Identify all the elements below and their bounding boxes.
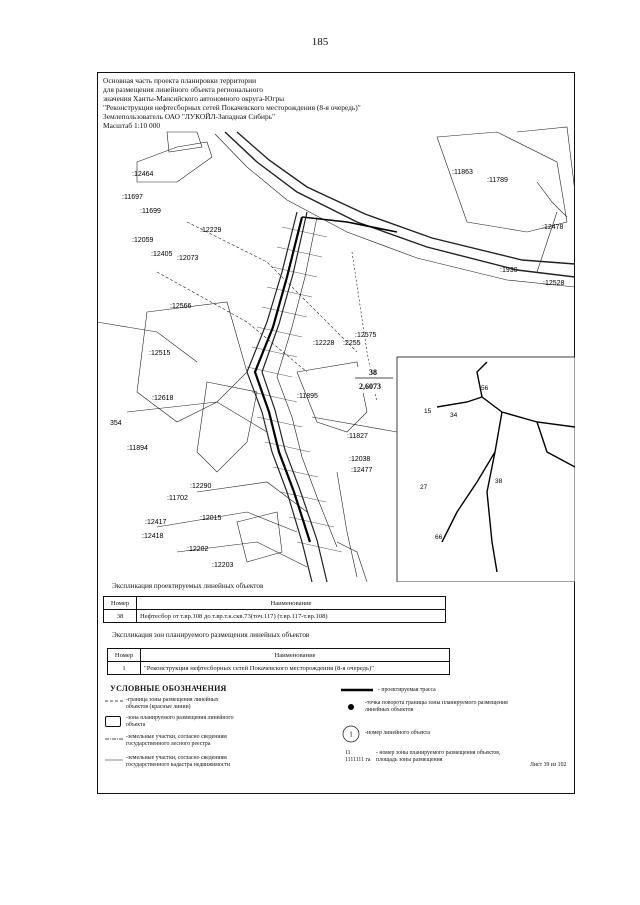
parcel-label: :12202 [187,546,209,553]
corridor-line [277,377,337,547]
projected-route [302,217,397,232]
red-line-symbol [104,697,124,709]
parcel-label: :12417 [145,519,167,526]
header-line: "Реконструкция нефтесборных сетей Покачевского месторождения (8-я очередь)" [103,103,361,112]
legend-title: УСЛОВНЫЕ ОБОЗНАЧЕНИЯ [110,684,227,693]
table-header-row [104,597,446,610]
parcel-label: :11863 [452,169,473,176]
parcel-label: :12464 [132,171,154,178]
table-header-row [108,649,450,662]
table1 [103,596,446,623]
forest-parcel-symbol [104,734,124,746]
planning-map [97,72,575,582]
parcel-label: :12418 [142,533,164,540]
parcel-label: :11789 [487,177,508,184]
parcel-label: :11702 [167,495,188,502]
hatching [252,392,342,552]
parcel-outline [97,322,197,362]
parcel-label: 354 [110,420,122,427]
parcel-label: :2255 [343,340,361,347]
parcel-line [157,512,297,532]
parcel-label: :1930 [500,267,518,274]
table2-caption: Экспликация зон планируемого размещения линейных объектов [112,631,310,639]
parcel-label: :12015 [200,515,222,522]
parcel-outline [197,382,257,472]
parcel-label: :12566 [170,303,192,310]
table2 [107,648,450,675]
parcel-label: :11895 [297,393,318,400]
table-cell: "Реконструкция нефтесборных сетей Покачевского месторождения (8-я очередь)" [141,662,450,675]
sheet-label: Лист 39 из 102 [530,762,567,768]
legend-item: -номер линейного объекта [365,730,430,736]
road-edge [225,132,575,277]
corridor-line [247,372,312,582]
inset-label: 34 [450,412,458,419]
cadastre-parcel-symbol [104,755,124,767]
table-header: Номер [104,597,137,610]
page-number: 185 [311,36,329,48]
header-line: Землепользователь ОАО "ЛУКОЙЛ-Западная Сибирь" [103,112,276,121]
parcel-label: :12528 [543,280,565,287]
inset-label: 38 [495,478,503,485]
parcel-label: :12405 [151,251,173,258]
inset-label: 27 [420,484,428,491]
parcel-line [337,472,357,577]
table-cell: Нефтесбор от т.вр.108 до т.вр.т.к.скв.73(точ.117) (т.вр.117-т.вр.108) [137,610,446,623]
table-row [104,610,446,623]
parcel-label: :12515 [149,350,171,357]
table1-caption: Экспликация проектируемых линейных объектов [112,582,264,590]
parcel-label: :12575 [355,332,377,339]
zone-area: 2,6073 [359,382,381,391]
header-line: значения Ханты-Мансийского автономного округа-Югры [103,94,285,103]
parcel-line [197,482,307,512]
parcel-label: :11827 [347,433,368,440]
zone-area-example: 1111111 га [345,757,371,763]
corridor-line [262,212,307,372]
projected-route [255,217,310,542]
boundary-line [187,222,357,352]
legend-item: -земельные участки, согласно сведениям государственного кадастра недвижимости [126,755,231,768]
parcel-label: :12618 [152,395,174,402]
parcel-label: :12228 [313,340,335,347]
legend-item: -точка поворота границы зоны планируемого размещения линейных объектов [365,700,508,713]
table-cell: 1 [108,662,141,675]
parcel-outline [337,542,367,582]
inset-label: 56 [481,385,489,392]
zone-symbol [105,716,121,727]
parcel-outline [237,512,282,562]
header-line: Масштаб 1:10 000 [103,121,161,130]
header-line: для размещения линейного объекта регионального [103,85,263,94]
route-symbol [340,686,374,694]
road-edge [237,132,575,264]
parcel-line [127,402,267,432]
parcel-outline [517,127,575,192]
parcel-label: :12477 [351,467,373,474]
table-header: Наименование [137,597,446,610]
parcel-label: :11699 [140,208,161,215]
object-number-symbol [340,723,362,745]
legend-item: -зона планируемого размещения линейного объекта [126,715,234,728]
parcel-label: :11894 [127,445,148,452]
hatching [247,227,327,377]
parcel-label: :12290 [190,483,212,490]
header-line: Основная часть проекта планировки территории [103,76,257,85]
parcel-label: :12073 [177,255,199,262]
parcel-label: :12203 [212,562,234,569]
table-row [108,662,450,675]
legend-item: -земельные участки, согласно сведениям государственного лесного реестра [126,734,227,747]
table-header: Номер [108,649,141,662]
inset-label: 66 [435,534,443,541]
parcel-label: :12229 [200,227,222,234]
object-number-example: 1 [349,730,353,739]
parcel-outline [537,182,567,217]
zone-number: 38 [369,368,377,377]
turn-point-symbol [346,702,356,712]
parcel-outline [137,302,247,422]
legend-item: - номер зоны планируемого размещения объектов, площадь зоны размещения [376,750,501,763]
parcel-label: :11697 [122,194,143,201]
parcel-label: :12478 [542,224,564,231]
zone-number-example: 11 [345,750,351,756]
parcel-label: :12059 [132,237,154,244]
legend-item: - проектируемая трасса [378,687,436,693]
parcel-label: :12038 [349,456,371,463]
table-header: Наименование [141,649,450,662]
inset-label: 15 [424,408,432,415]
legend-item: -граница зоны размещения линейных объектов (красные линии) [126,697,219,710]
table-cell: 38 [104,610,137,623]
